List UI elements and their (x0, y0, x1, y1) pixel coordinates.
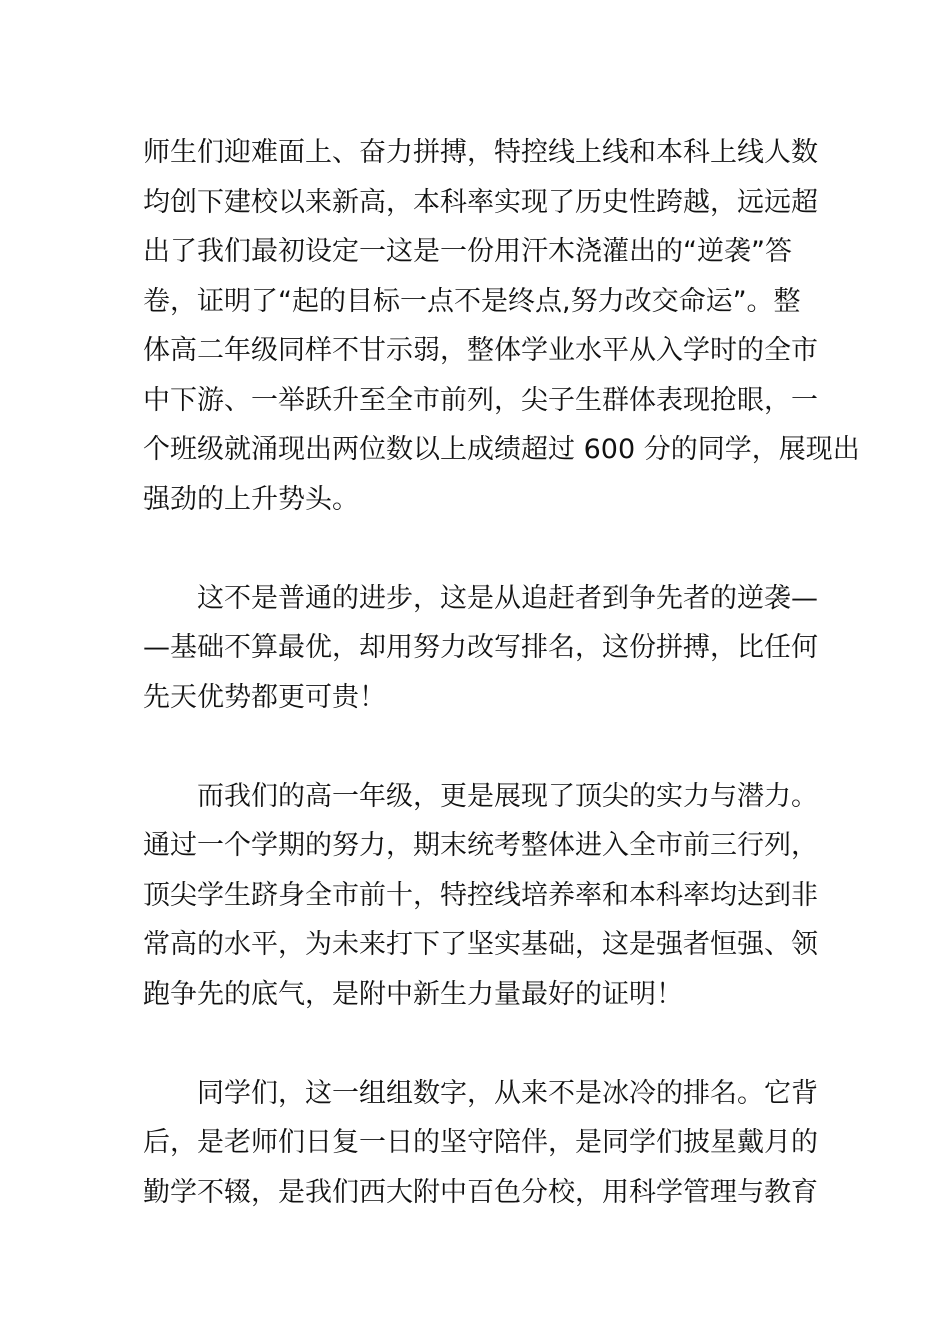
paragraph-spacer (143, 524, 807, 574)
text-line: 后，是老师们日复一日的坚守陪伴，是同学们披星戴月的 (143, 1127, 818, 1158)
paragraph (143, 772, 818, 1020)
paragraph-spacer (143, 722, 807, 772)
text-line: 而我们的高一年级，更是展现了顶尖的实力与潜力。 (197, 780, 818, 812)
text-line: 出了我们最初设定一这是一份用汗木浇灌出的“逆袭”答 (143, 236, 792, 267)
paragraph (143, 1069, 818, 1218)
text-line: 勤学不辍，是我们西大附中百色分校，用科学管理与教育 (143, 1176, 818, 1208)
text-line: 师生们迎难面上、奋力拼搏，特控线上线和本科上线人数 (143, 137, 818, 168)
text-line: 先天优势都更可贵！ (143, 681, 386, 713)
text-line: 同学们，这一组组数字，从来不是冰冷的排名。它背 (197, 1077, 818, 1109)
document-body (143, 128, 860, 1217)
paragraph (143, 574, 818, 723)
text-line: 顶尖学生跻身全市前十，特控线培养率和本科率均达到非 (143, 879, 818, 911)
text-line: 中下游、一举跃升至全市前列，尖子生群体表现抢眼，一 (143, 384, 818, 416)
text-line: 个班级就涌现出两位数以上成绩超过 600 分的同学，展现出 (143, 434, 860, 465)
text-line: 强劲的上升势头。 (143, 483, 359, 515)
paragraph (143, 128, 860, 524)
text-line: 卷，证明了“起的目标一点不是终点,努力改交命运”。整 (143, 285, 801, 317)
text-line: 体高二年级同样不甘示弱，整体学业水平从入学时的全市 (143, 335, 818, 366)
text-line: 这不是普通的进步，这是从追赶者到争先者的逆袭— (197, 582, 818, 614)
text-line: 通过一个学期的努力，期末统考整体进入全市前三行列， (143, 830, 818, 861)
text-line: 均创下建校以来新高，本科率实现了历史性跨越，远远超 (143, 186, 818, 218)
text-line: 常高的水平，为未来打下了坚实基础，这是强者恒强、领 (143, 929, 818, 960)
text-line: —基础不算最优，却用努力改写排名，这份拼搏，比任何 (143, 632, 818, 663)
paragraph-spacer (143, 1019, 807, 1069)
text-line: 跑争先的底气，是附中新生力量最好的证明！ (143, 978, 683, 1010)
